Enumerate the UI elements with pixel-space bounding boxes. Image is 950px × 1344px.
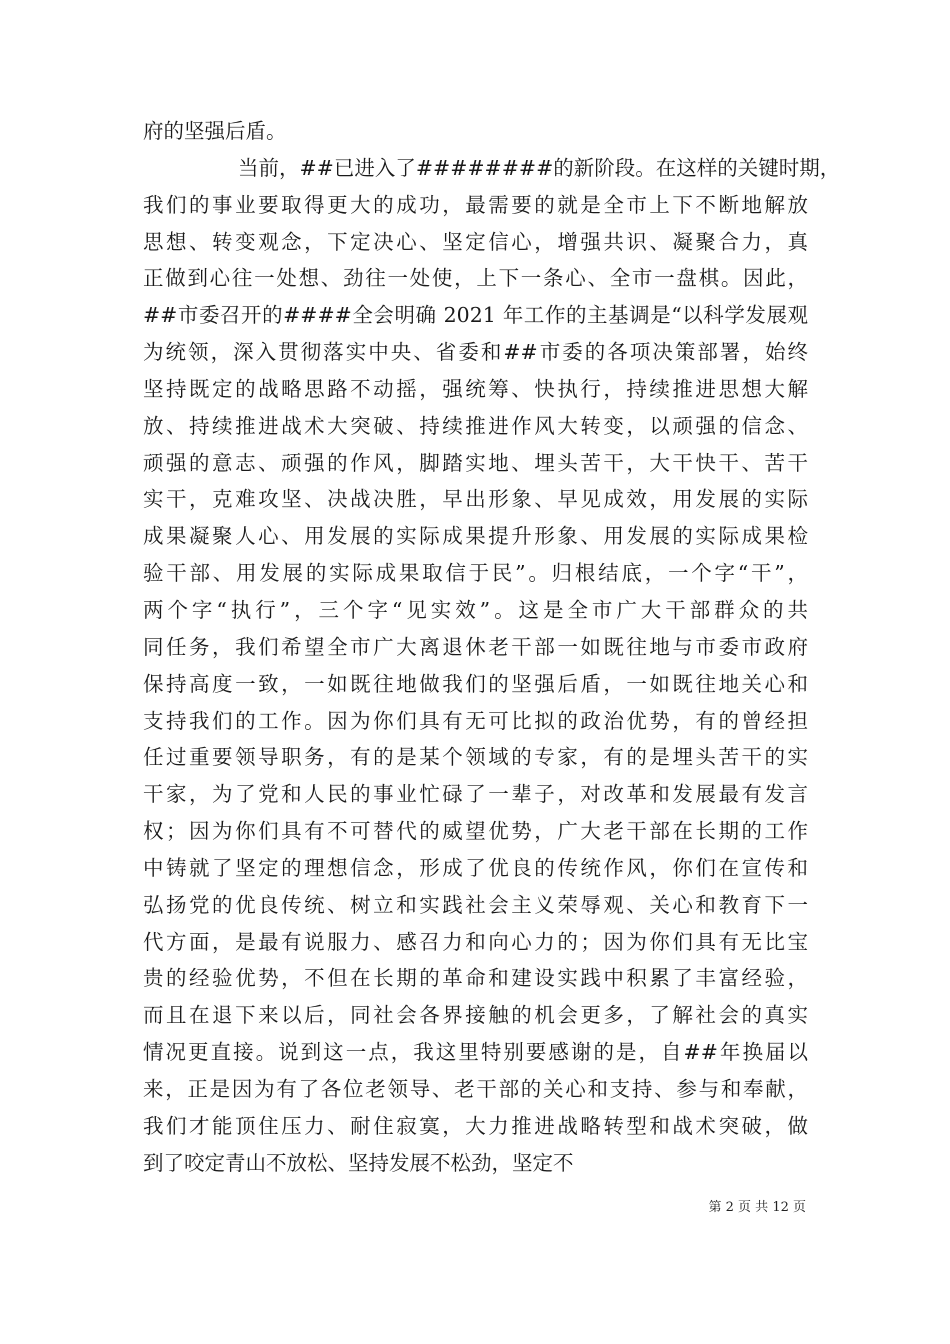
text-line: 情况更直接。说到这一点，我这里特别要感谢的是，自##年换届以 — [143, 1040, 808, 1065]
text-line: 府的坚强后盾。 — [143, 119, 287, 143]
text-line: 代方面，是最有说服力、感召力和向心力的；因为你们具有无比宝 — [143, 929, 808, 954]
page-number: 第 2 页 共 12 页 — [708, 1200, 806, 1215]
text-line: 坚持既定的战略思路不动摇，强统筹、快执行，持续推进思想大解 — [143, 376, 808, 401]
text-line: 弘扬党的优良传统、树立和实践社会主义荣辱观、关心和教育下一 — [143, 892, 808, 917]
text-line: 来，正是因为有了各位老领导、老干部的关心和支持、参与和奉献， — [143, 1076, 808, 1101]
text-line: 为统领，深入贯彻落实中央、省委和##市委的各项决策部署，始终 — [143, 340, 808, 365]
text-line: 到了咬定青山不放松、坚持发展不松劲，坚定不 — [143, 1150, 574, 1175]
text-line: 实干，克难攻坚、决战决胜，早出形象、早见成效，用发展的实际 — [143, 487, 808, 512]
text-line: 两个字“执行”，三个字“见实效”。这是全市广大干部群众的共 — [143, 597, 808, 622]
text-line: 支持我们的工作。因为你们具有无可比拟的政治优势，有的曾经担 — [143, 708, 808, 733]
text-line: 同任务，我们希望全市广大离退休老干部一如既往地与市委市政府 — [143, 634, 808, 659]
text-line: 干家，为了党和人民的事业忙碌了一辈子，对改革和发展最有发言 — [143, 782, 808, 807]
text-line: 任过重要领导职务，有的是某个领域的专家，有的是埋头苦干的实 — [143, 745, 808, 770]
text-line: 放、持续推进战术大突破、持续推进作风大转变，以顽强的信念、 — [143, 413, 808, 438]
text-line: 中铸就了坚定的理想信念，形成了优良的传统作风，你们在宣传和 — [143, 855, 808, 880]
text-line: 顽强的意志、顽强的作风，脚踏实地、埋头苦干，大干快干、苦干 — [143, 450, 808, 475]
text-line: 我们才能顶住压力、耐住寂寞，大力推进战略转型和战术突破，做 — [143, 1113, 808, 1138]
text-line: 权；因为你们具有不可替代的威望优势，广大老干部在长期的工作 — [143, 819, 808, 844]
text-line: 思想、转变观念，下定决心、坚定信心，增强共识、凝聚合力，真 — [143, 229, 808, 254]
paragraph-first-line: 当前，##已进入了########的新阶段。在这样的关键时期， — [238, 155, 841, 180]
text-line: 正做到心往一处想、劲往一处使，上下一条心、全市一盘棋。因此， — [143, 266, 808, 291]
text-line: 验干部、用发展的实际成果取信于民”。归根结底，一个字“干”， — [143, 561, 808, 586]
text-line: 我们的事业要取得更大的成功，最需要的就是全市上下不断地解放 — [143, 192, 808, 217]
text-line: 贵的经验优势，不但在长期的革命和建设实践中积累了丰富经验， — [143, 966, 808, 991]
text-line: 保持高度一致，一如既往地做我们的坚强后盾，一如既往地关心和 — [143, 671, 808, 696]
text-line: 而且在退下来以后，同社会各界接触的机会更多，了解社会的真实 — [143, 1003, 808, 1028]
body-text — [143, 113, 841, 1181]
text-line: ##市委召开的####全会明确 2021 年工作的主基调是“以科学发展观 — [143, 303, 808, 328]
text-line: 成果凝聚人心、用发展的实际成果提升形象、用发展的实际成果检 — [143, 524, 808, 549]
